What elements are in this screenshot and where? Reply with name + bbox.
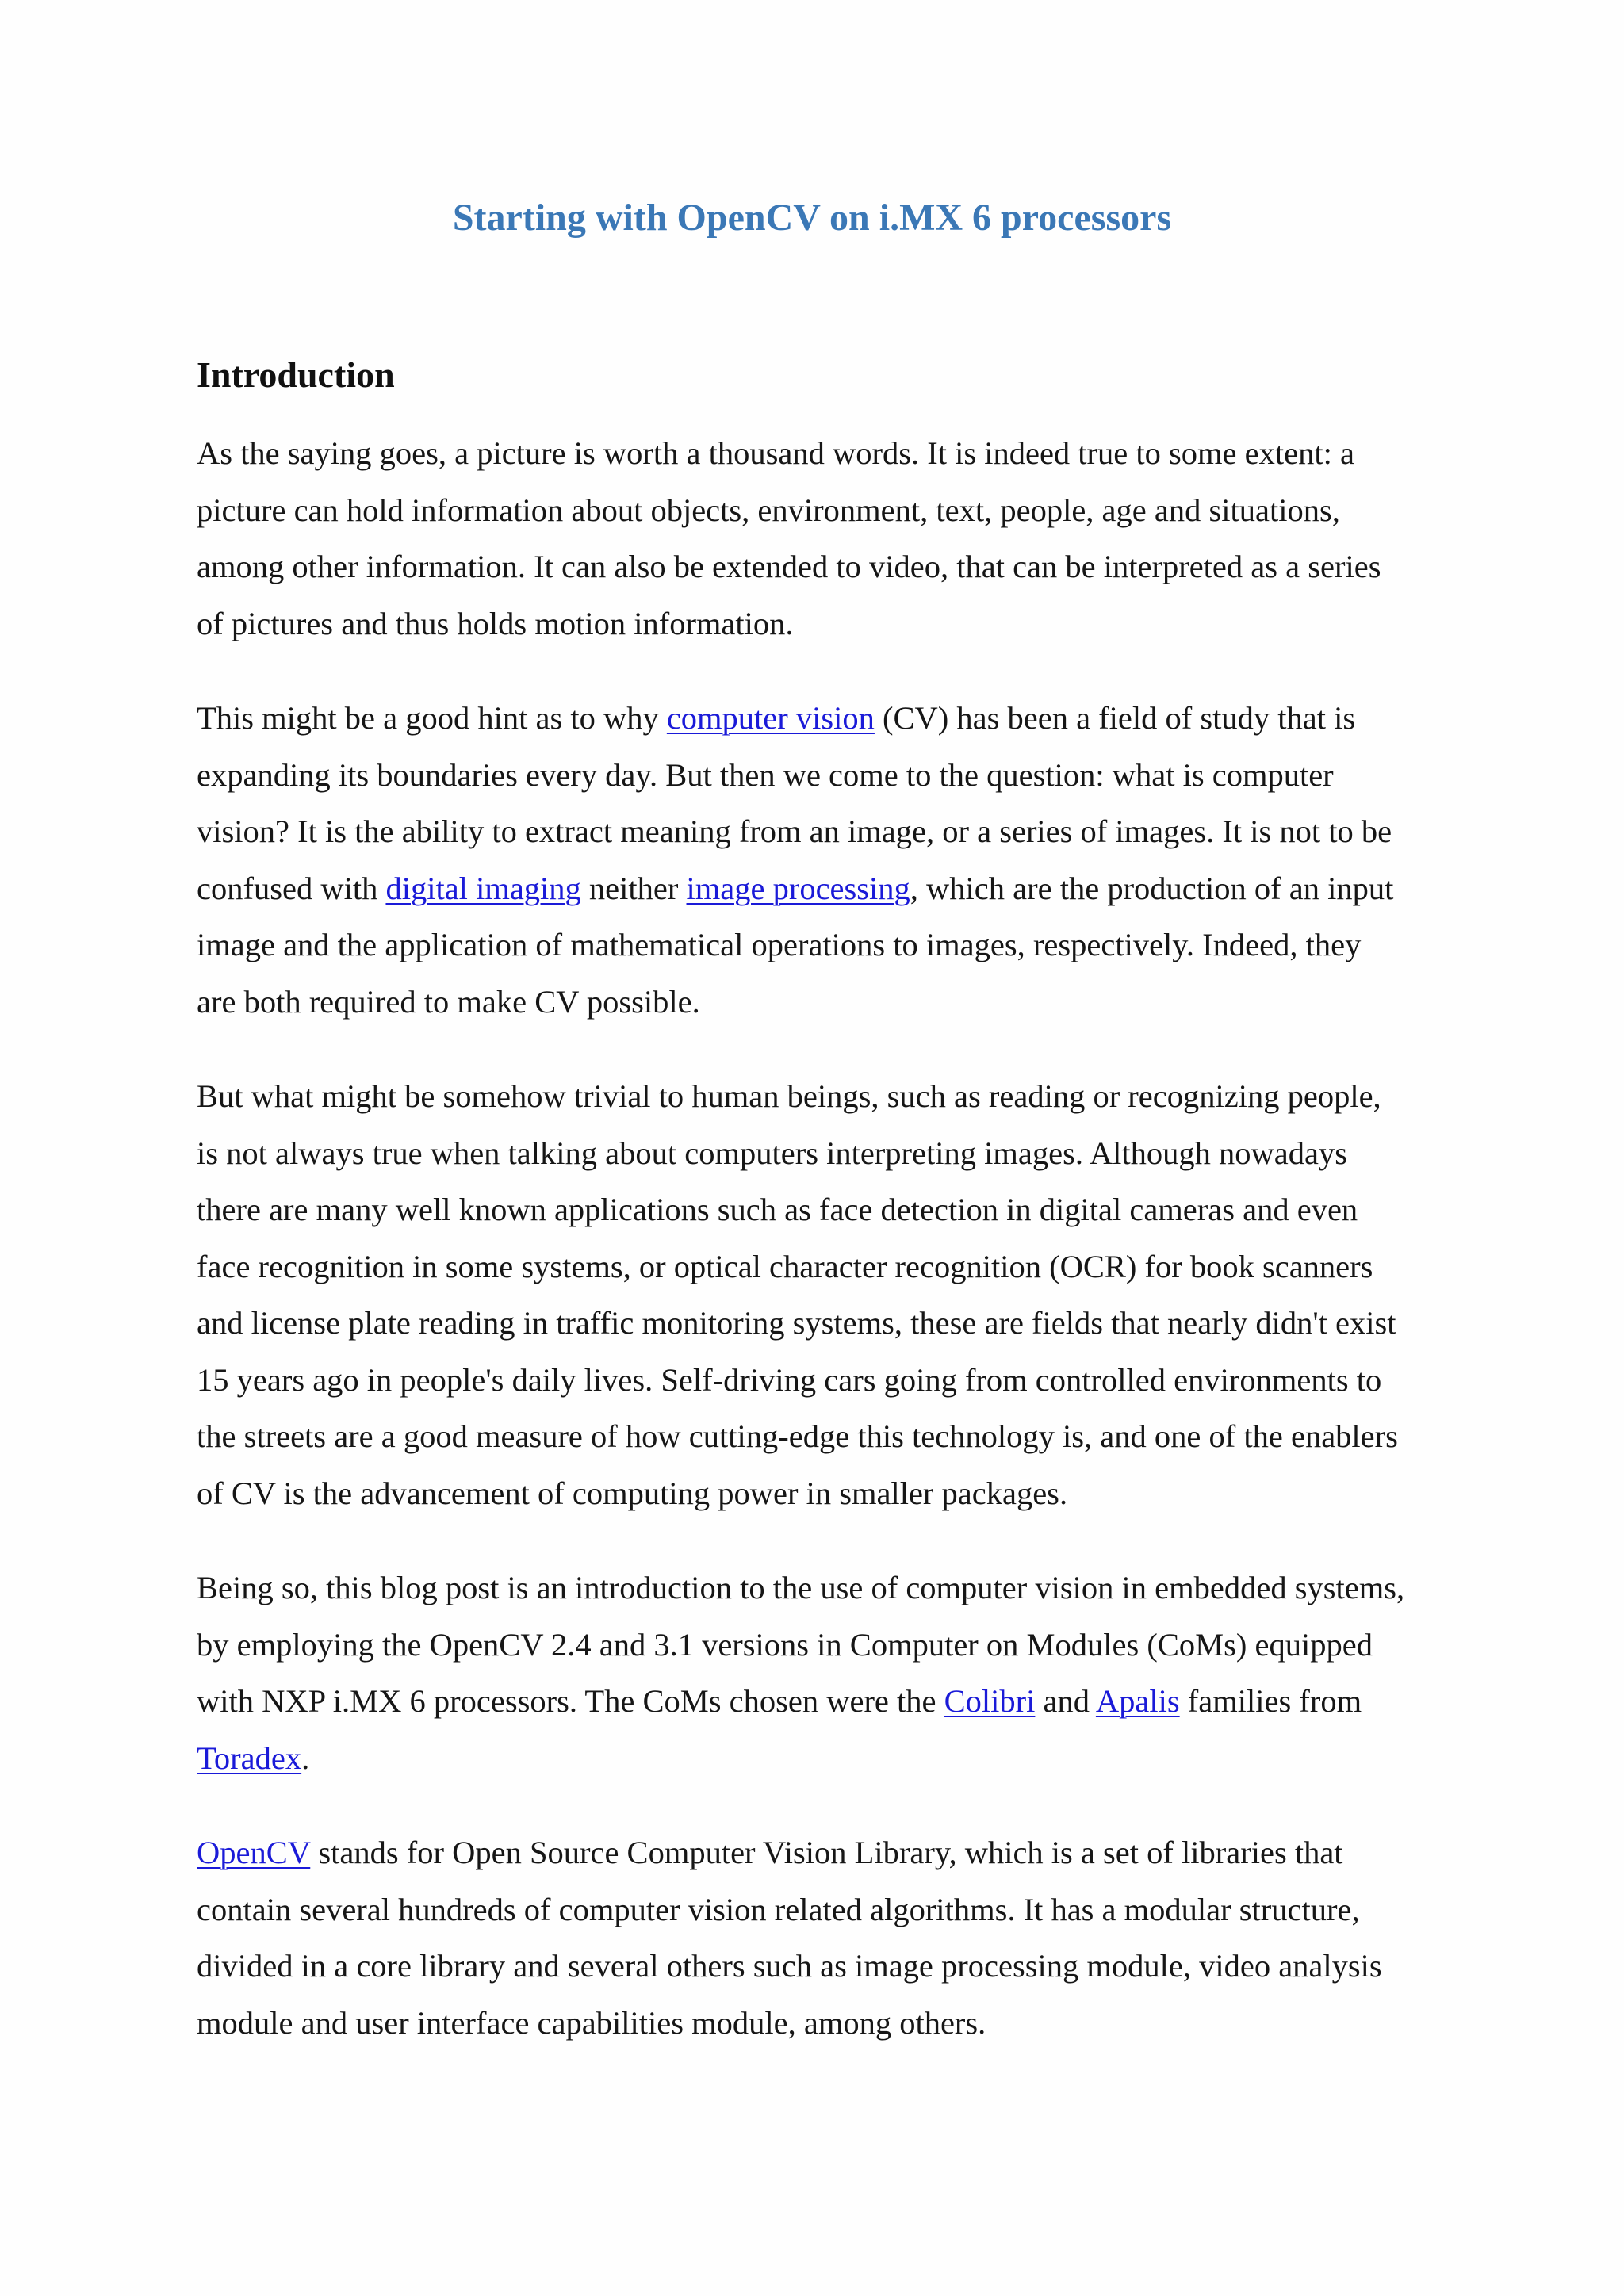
paragraph-1-line-1: As the saying goes, a picture is worth a thousand words. It is indeed true to some extent: a xyxy=(197,435,1354,471)
link-computer-vision[interactable]: computer vision xyxy=(666,700,875,736)
paragraph-2-line-4 xyxy=(197,860,1434,917)
document-body xyxy=(197,425,1434,2089)
text-segment: , which are the production of an input xyxy=(910,870,1394,906)
text-segment: This might be a good hint as to why xyxy=(197,700,667,736)
link-toradex[interactable]: Toradex xyxy=(197,1739,302,1776)
paragraph-3-line-4: face recognition in some systems, or optical character recognition (OCR) for book scanners xyxy=(197,1248,1373,1284)
paragraph-2-line-6: are both required to make CV possible. xyxy=(197,983,700,1020)
text-segment: stands for Open Source Computer Vision Library, which is a set of libraries that xyxy=(310,1835,1343,1870)
link-apalis[interactable]: Apalis xyxy=(1095,1683,1180,1719)
document-title: Starting with OpenCV on i.MX 6 processors xyxy=(452,197,1172,239)
paragraph-5-line-4: module and user interface capabilities module, among others. xyxy=(197,2004,986,2041)
link-image-processing[interactable]: image processing xyxy=(686,870,910,906)
paragraph-4-line-1: Being so, this blog post is an introduction to the use of computer vision in embedded systems, xyxy=(197,1570,1405,1605)
paragraph-5 xyxy=(197,1824,1434,2051)
paragraph-3-line-1: But what might be somehow trivial to human beings, such as reading or recognizing people, xyxy=(197,1078,1381,1114)
paragraph-3-line-7: the streets are a good measure of how cutting-edge this technology is, and one of the enablers xyxy=(197,1418,1398,1454)
text-segment: (CV) has been a field of study that is xyxy=(874,700,1356,736)
paragraph-4 xyxy=(197,1559,1434,1786)
link-digital-imaging[interactable]: digital imaging xyxy=(385,870,581,906)
text-segment: neither xyxy=(580,870,687,906)
paragraph-1-line-2: picture can hold information about objects, environment, text, people, age and situations, xyxy=(197,492,1340,528)
paragraph-1 xyxy=(197,425,1434,652)
paragraph-3-line-6: 15 years ago in people's daily lives. Self-driving cars going from controlled environments to xyxy=(197,1361,1382,1398)
paragraph-2 xyxy=(197,690,1434,1030)
paragraph-4-line-4 xyxy=(197,1730,1434,1787)
paragraph-3-line-8: of CV is the advancement of computing power in smaller packages. xyxy=(197,1475,1068,1511)
link-opencv[interactable]: OpenCV xyxy=(197,1835,311,1870)
text-segment: and xyxy=(1035,1683,1096,1719)
paragraph-2-line-2: expanding its boundaries every day. But then we come to the question: what is computer xyxy=(197,756,1334,793)
text-segment: . xyxy=(301,1739,310,1776)
text-segment: families from xyxy=(1179,1683,1362,1719)
paragraph-1-line-3: among other information. It can also be extended to video, that can be interpreted as a series xyxy=(197,549,1381,584)
paragraph-2-line-5: image and the application of mathematical operations to images, respectively. Indeed, they xyxy=(197,927,1362,962)
paragraph-3 xyxy=(197,1068,1434,1521)
paragraph-5-line-3: divided in a core library and several others such as image processing module, video analysis xyxy=(197,1948,1382,1984)
paragraph-2-line-3: vision? It is the ability to extract meaning from an image, or a series of images. It is not to be xyxy=(197,813,1392,849)
paragraph-4-line-2: by employing the OpenCV 2.4 and 3.1 versions in Computer on Modules (CoMs) equipped xyxy=(197,1626,1373,1663)
paragraph-3-line-5: and license plate reading in traffic monitoring systems, these are fields that nearly didn't exist xyxy=(197,1305,1396,1341)
paragraph-5-line-1 xyxy=(197,1824,1434,1881)
paragraph-1-line-4: of pictures and thus holds motion information. xyxy=(197,605,794,641)
paragraph-4-line-3 xyxy=(197,1673,1434,1730)
paragraph-5-line-2: contain several hundreds of computer vision related algorithms. It has a modular structure, xyxy=(197,1891,1360,1927)
paragraph-3-line-3: there are many well known applications such as face detection in digital cameras and even xyxy=(197,1192,1358,1227)
paragraph-2-line-1 xyxy=(197,690,1434,747)
link-colibri[interactable]: Colibri xyxy=(944,1683,1036,1719)
section-heading-introduction: Introduction xyxy=(197,354,395,395)
paragraph-3-line-2: is not always true when talking about computers interpreting images. Although nowadays xyxy=(197,1135,1347,1171)
text-segment: with NXP i.MX 6 processors. The CoMs chosen were the xyxy=(197,1683,944,1719)
text-segment: confused with xyxy=(197,870,386,906)
